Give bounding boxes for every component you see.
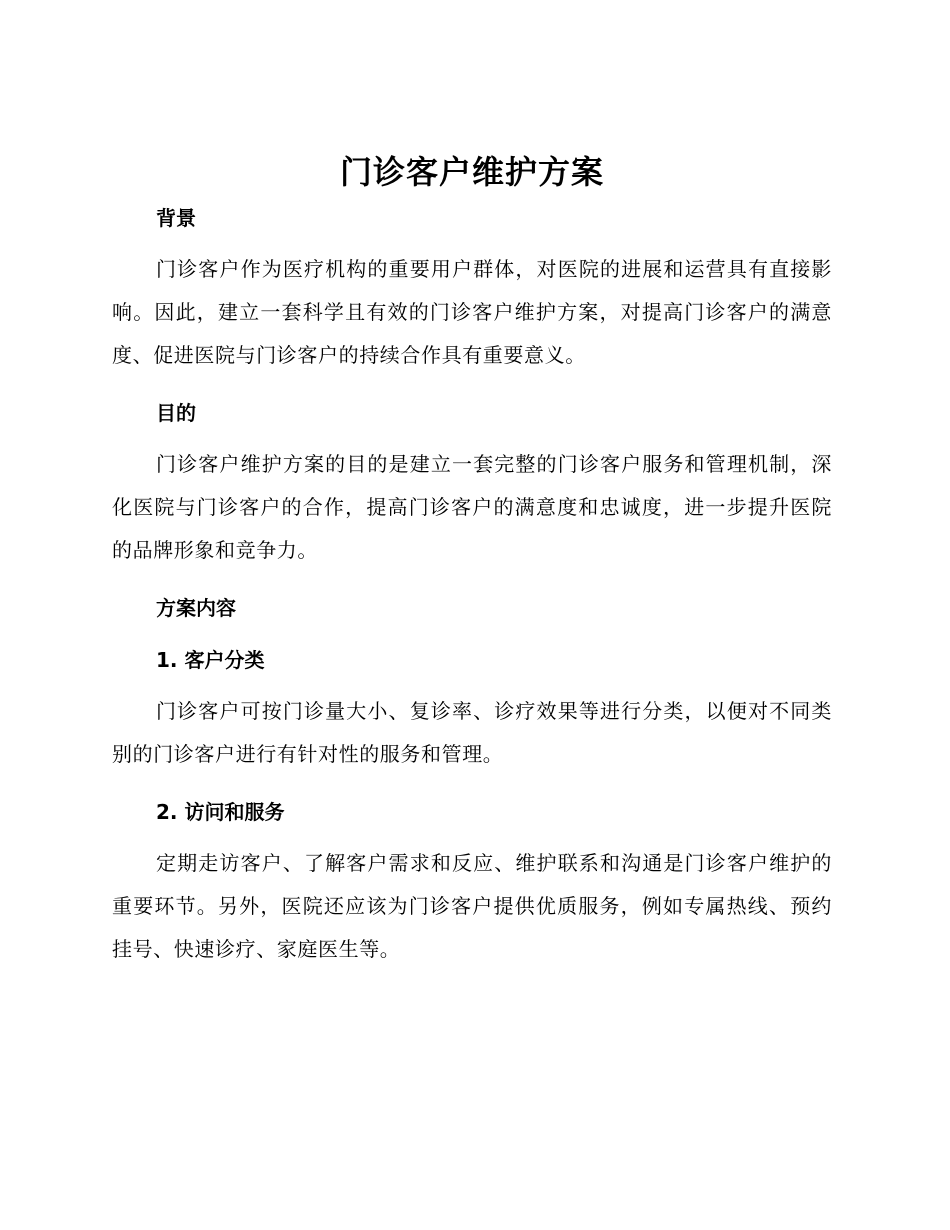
- section-heading-background: 背景: [156, 206, 196, 230]
- section-heading-visits-and-service: 2. 访问和服务: [156, 800, 285, 824]
- section-paragraph-visits-and-service: 定期走访客户、了解客户需求和反应、维护联系和沟通是门诊客户维护的重要环节。另外，医院还应该为门诊客户提供优质服务，例如专属热线、预约挂号、快速诊疗、家庭医生等。: [112, 851, 832, 961]
- document-title: 门诊客户维护方案: [339, 153, 604, 191]
- section-heading-plan-content: 方案内容: [156, 596, 236, 620]
- section-heading-purpose: 目的: [156, 401, 196, 425]
- section-paragraph-purpose: 门诊客户维护方案的目的是建立一套完整的门诊客户服务和管理机制，深化医院与门诊客户的合作，提高门诊客户的满意度和忠诚度，进一步提升医院的品牌形象和竞争力。: [112, 452, 832, 562]
- section-heading-customer-classification: 1. 客户分类: [156, 648, 265, 672]
- section-paragraph-customer-classification: 门诊客户可按门诊量大小、复诊率、诊疗效果等进行分类，以便对不同类别的门诊客户进行有针对性的服务和管理。: [112, 699, 832, 766]
- section-paragraph-background: 门诊客户作为医疗机构的重要用户群体，对医院的进展和运营具有直接影响。因此，建立一套科学且有效的门诊客户维护方案，对提高门诊客户的满意度、促进医院与门诊客户的持续合作具有重要意义。: [112, 257, 832, 367]
- document-page: [112, 150, 832, 971]
